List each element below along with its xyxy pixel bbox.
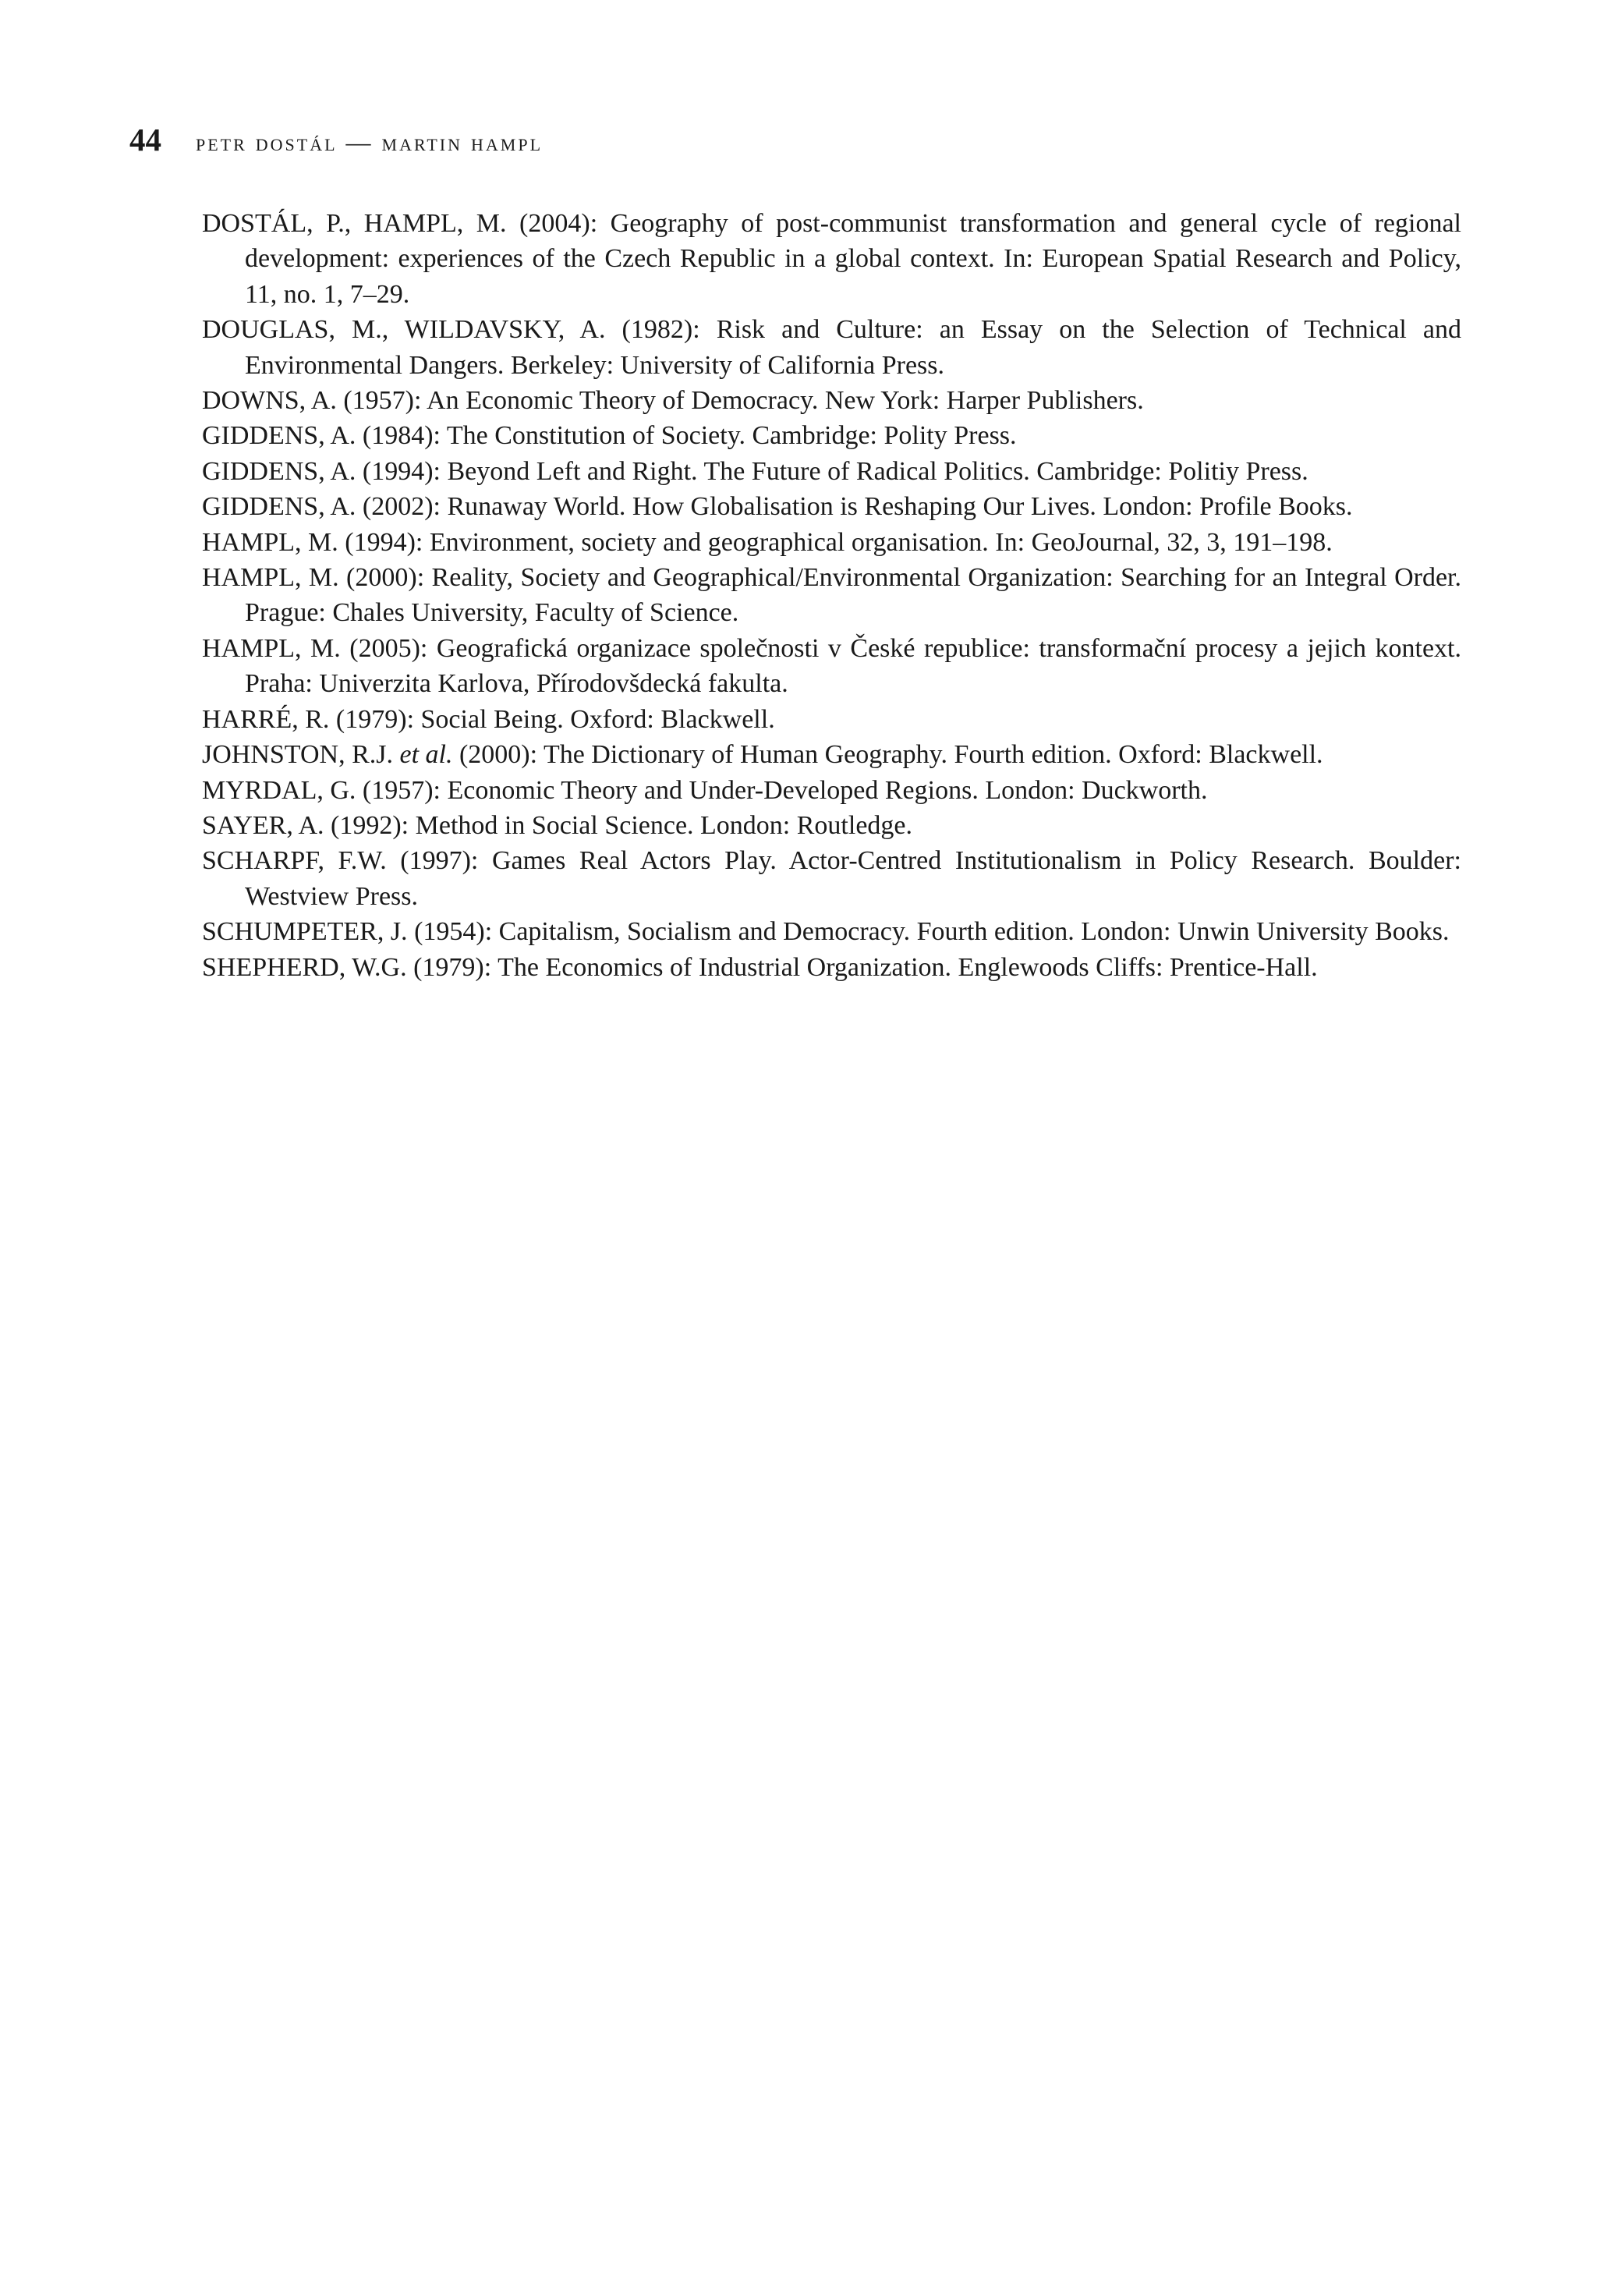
reference-text: (1982): Risk and Culture: an Essay on the Selection of Technical and Environmental Dangers. Berkeley: University of California Press. <box>245 315 1461 380</box>
reference-author: SHEPHERD, W.G. <box>202 952 407 982</box>
reference-author: GIDDENS, A. <box>202 421 356 451</box>
reference-author: HAMPL, M. <box>202 527 338 557</box>
reference-entry <box>202 560 1461 631</box>
reference-text: (1994): Environment, society and geographical organisation. In: GeoJournal, 32, 3, 191–198. <box>338 527 1333 557</box>
reference-entry <box>202 843 1461 914</box>
reference-text: (1997): Games Real Actors Play. Actor-Centred Institutionalism in Policy Research. Boulder: Westview Press. <box>245 846 1461 911</box>
reference-text: (1992): Method in Social Science. London: Routledge. <box>324 810 913 840</box>
reference-entry <box>202 525 1461 560</box>
reference-author: GIDDENS, A. <box>202 456 356 486</box>
reference-text: (2000): Reality, Society and Geographical/Environmental Organization: Searching for an Integral Order. Prague: Chales University, Faculty of Science. <box>245 563 1461 628</box>
reference-entry <box>202 454 1461 489</box>
reference-entry <box>202 418 1461 453</box>
reference-text: (2004): Geography of post-communist transformation and general cycle of regional development: experiences of the Czech Republic in a global context. In: European Spatial Research and Policy, 11, no. 1, 7–29. <box>245 209 1462 309</box>
reference-entry <box>202 206 1461 312</box>
reference-text: (2000): The Dictionary of Human Geography. Fourth edition. Oxford: Blackwell. <box>452 740 1323 770</box>
running-title: petr dostál — martin hampl <box>196 128 544 156</box>
reference-entry <box>202 489 1461 524</box>
reference-author: SAYER, A. <box>202 810 324 840</box>
reference-list <box>202 206 1461 985</box>
reference-author: JOHNSTON, R.J. <box>202 740 393 770</box>
reference-entry <box>202 702 1461 737</box>
reference-entry <box>202 808 1461 843</box>
reference-author: HAMPL, M. <box>202 563 339 593</box>
reference-entry <box>202 773 1461 808</box>
reference-etal: et al. <box>399 740 453 770</box>
reference-text: (2005): Geografická organizace společnosti v České republice: transformační procesy a jejich kontext. Praha: Univerzita Karlova, Přírodovšdecká fakulta. <box>245 633 1462 699</box>
reference-text: (1979): Social Being. Oxford: Blackwell. <box>329 704 775 734</box>
reference-entry <box>202 950 1461 985</box>
reference-text: (1994): Beyond Left and Right. The Future of Radical Politics. Cambridge: Politiy Press. <box>356 456 1308 486</box>
reference-author: DOWNS, A. <box>202 386 337 416</box>
reference-entry <box>202 312 1461 383</box>
reference-text: (1984): The Constitution of Society. Cambridge: Polity Press. <box>356 421 1017 451</box>
reference-entry <box>202 737 1461 772</box>
reference-author: DOUGLAS, M., WILDAVSKY, A. <box>202 315 606 345</box>
reference-text: (1954): Capitalism, Socialism and Democracy. Fourth edition. London: Unwin University Books. <box>407 917 1450 947</box>
reference-text: (1957): An Economic Theory of Democracy. New York: Harper Publishers. <box>336 386 1144 416</box>
reference-entry <box>202 631 1461 702</box>
reference-author: SCHUMPETER, J. <box>202 917 408 947</box>
reference-author: DOSTÁL, P., HAMPL, M. <box>202 209 507 238</box>
running-head <box>129 121 543 158</box>
reference-author: MYRDAL, G. <box>202 775 356 805</box>
reference-entry <box>202 383 1461 418</box>
reference-text: (2002): Runaway World. How Globalisation is Reshaping Our Lives. London: Profile Books. <box>356 492 1353 522</box>
reference-author: SCHARPF, F.W. <box>202 846 387 876</box>
reference-entry <box>202 914 1461 949</box>
reference-author: HAMPL, M. <box>202 633 341 663</box>
reference-author: GIDDENS, A. <box>202 492 356 522</box>
page-number: 44 <box>129 122 161 158</box>
reference-text: (1957): Economic Theory and Under-Developed Regions. London: Duckworth. <box>356 775 1208 805</box>
reference-author: HARRÉ, R. <box>202 704 330 734</box>
reference-text: (1979): The Economics of Industrial Organization. Englewoods Cliffs: Prentice-Hall. <box>406 952 1318 982</box>
